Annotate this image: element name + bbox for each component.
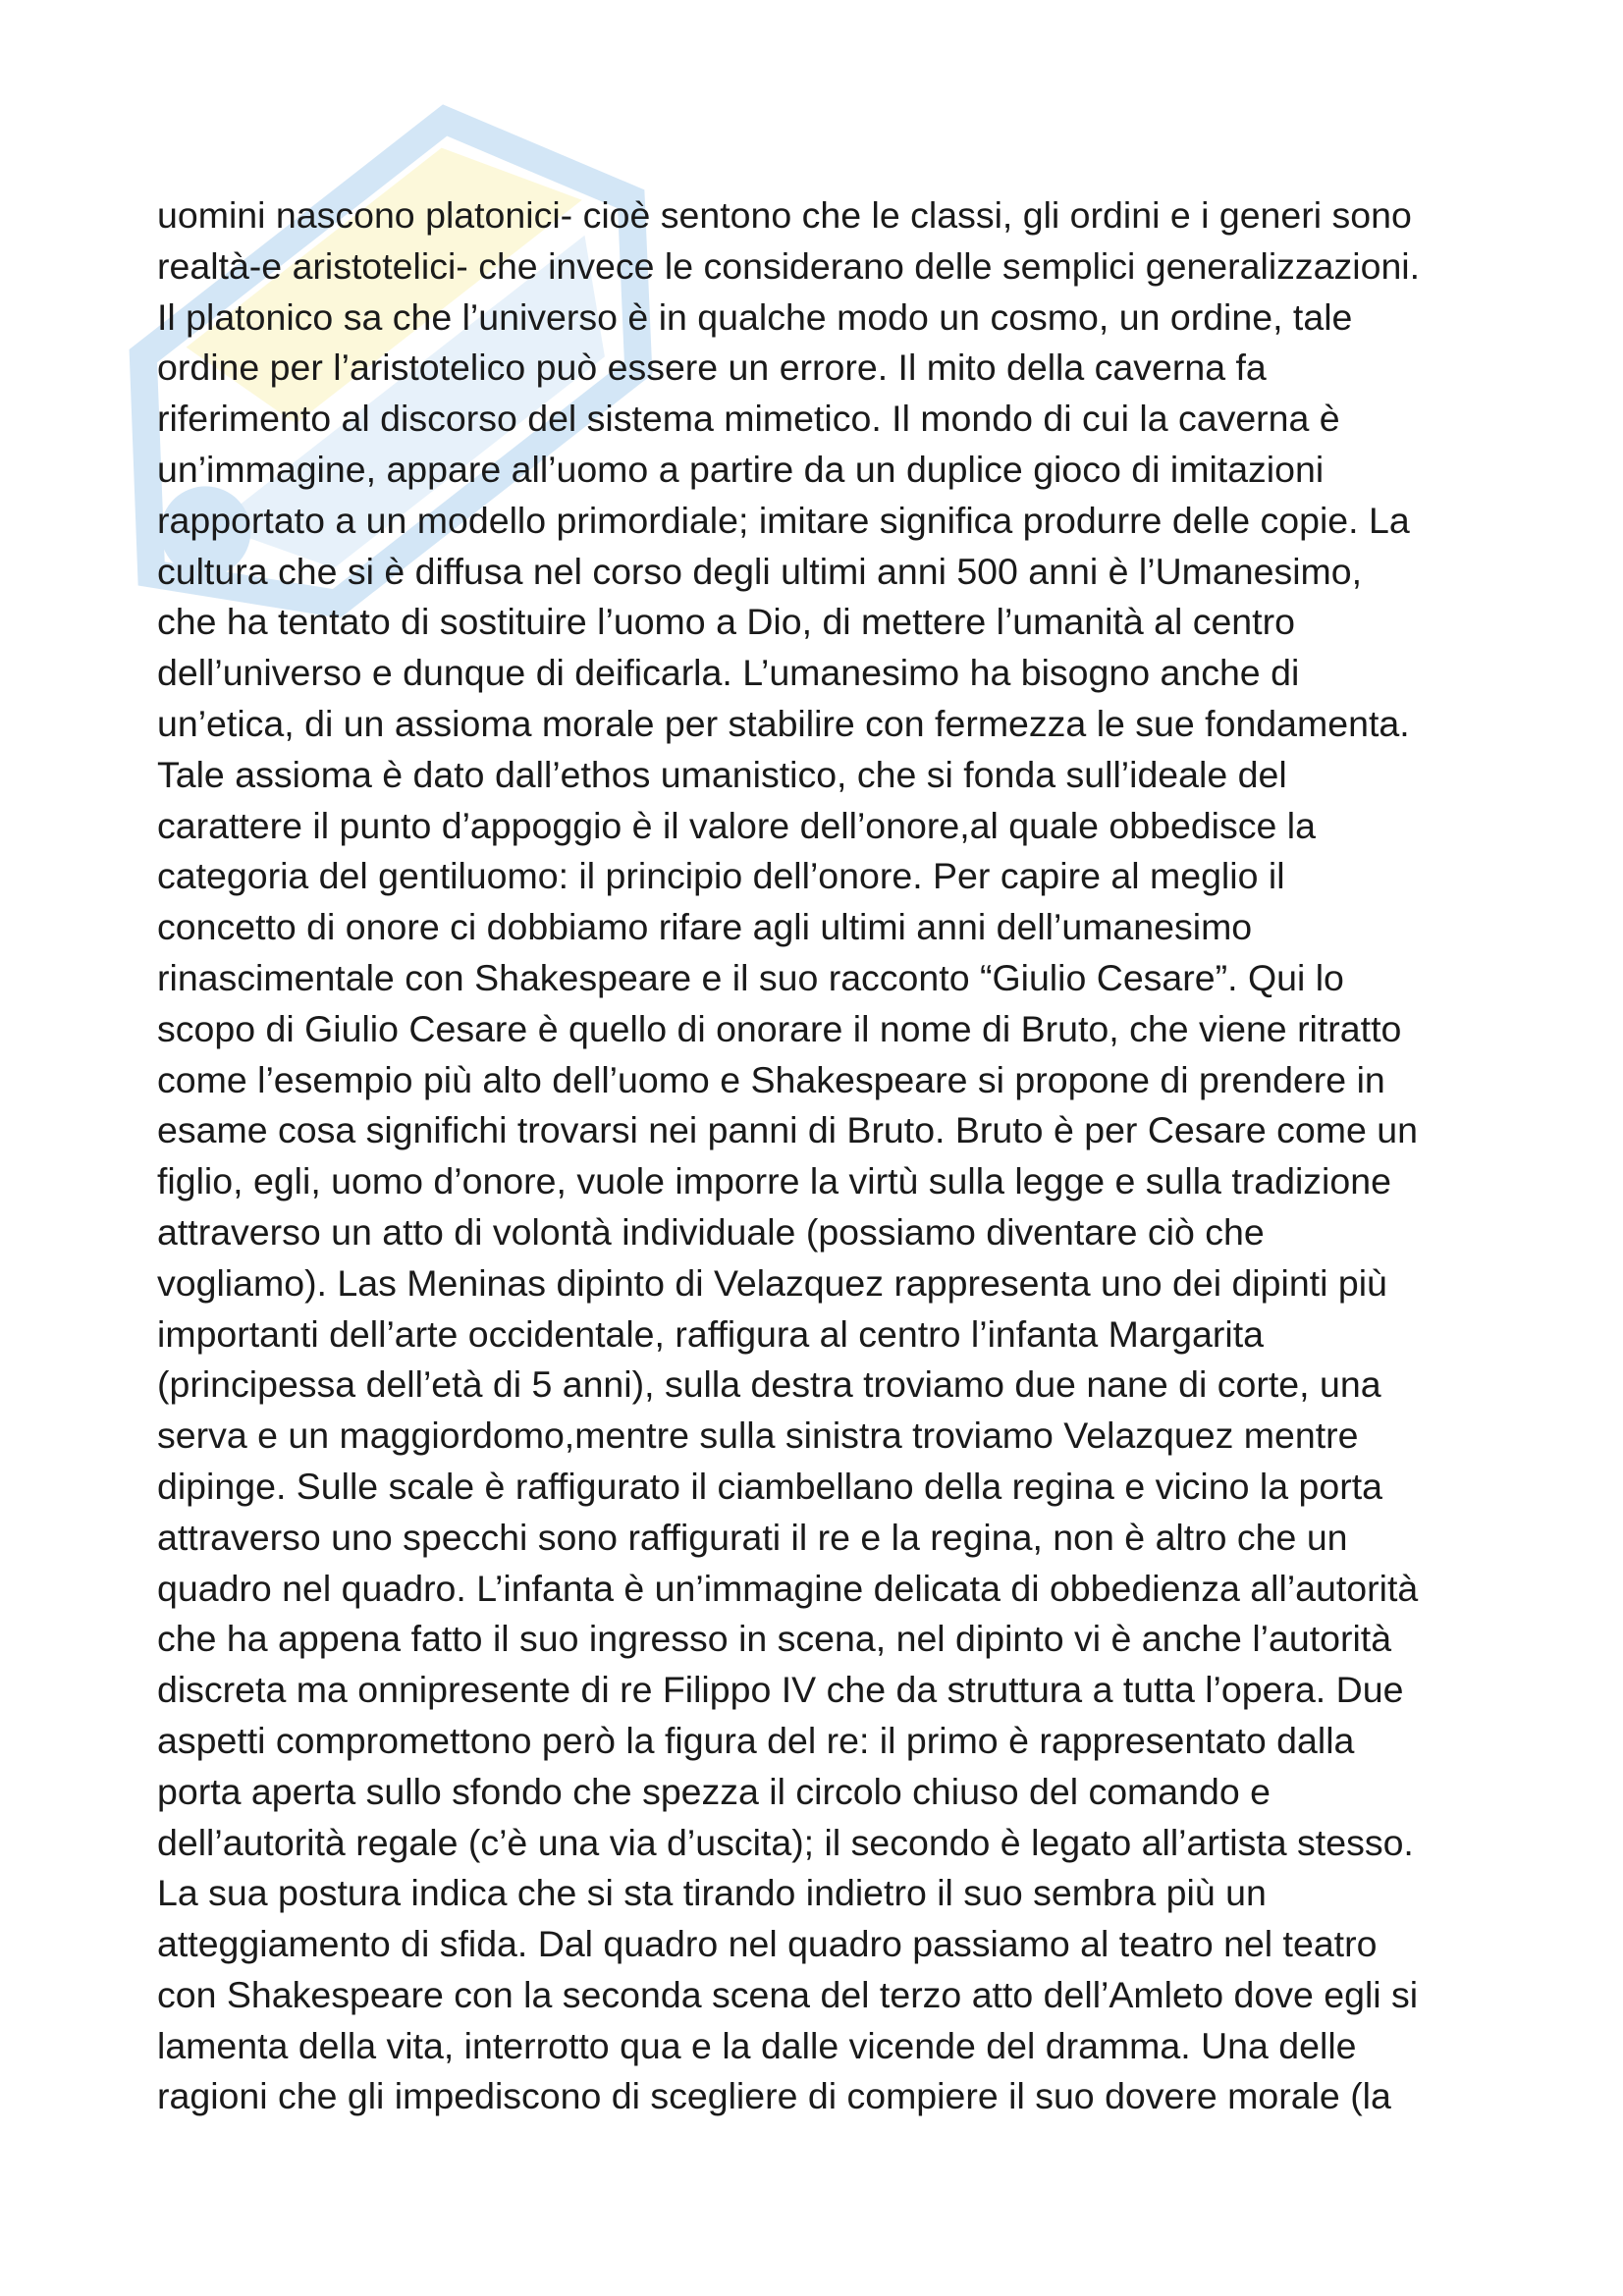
text-line: vogliamo). Las Meninas dipinto di Velazquez rappresenta uno dei dipinti più — [157, 1261, 1387, 1304]
text-line: attraverso uno specchi sono raffigurati il re e la regina, non è altro che un — [157, 1516, 1348, 1558]
text-line: che ha appena fatto il suo ingresso in scena, nel dipinto vi è anche l’autorità — [157, 1618, 1392, 1660]
text-line: riferimento al discorso del sistema mimetico. Il mondo di cui la caverna è — [157, 398, 1340, 440]
text-line: esame cosa significhi trovarsi nei panni di Bruto. Bruto è per Cesare come un — [157, 1109, 1418, 1151]
text-line: La sua postura indica che si sta tirando indietro il suo sembra più un — [157, 1872, 1267, 1914]
text-line: come l’esempio più alto dell’uomo e Shakespeare si propone di prendere in — [157, 1058, 1385, 1100]
body-text — [157, 190, 1492, 2122]
text-line: rinascimentale con Shakespeare e il suo racconto “Giulio Cesare”. Qui lo — [157, 956, 1344, 998]
text-line: Il platonico sa che l’universo è in qualche modo un cosmo, un ordine, tale — [157, 295, 1353, 338]
text-line: realtà-e aristotelici- che invece le considerano delle semplici generalizzazioni. — [157, 244, 1421, 287]
text-line: ragioni che gli impediscono di scegliere di compiere il suo dovere morale (la — [157, 2075, 1391, 2117]
text-line: quadro nel quadro. L’infanta è un’immagine delicata di obbedienza all’autorità — [157, 1567, 1419, 1609]
text-line: attraverso un atto di volontà individuale (possiamo diventare ciò che — [157, 1210, 1265, 1253]
text-line: figlio, egli, uomo d’onore, vuole imporre la virtù sulla legge e sulla tradizione — [157, 1160, 1391, 1202]
text-line: concetto di onore ci dobbiamo rifare agli ultimi anni dell’umanesimo — [157, 906, 1253, 948]
text-line: con Shakespeare con la seconda scena del terzo atto dell’Amleto dove egli si — [157, 1973, 1419, 2015]
text-line: scopo di Giulio Cesare è quello di onorare il nome di Bruto, che viene ritratto — [157, 1007, 1402, 1049]
text-line: Tale assioma è dato dall’ethos umanistico, che si fonda sull’ideale del — [157, 753, 1287, 795]
text-line: atteggiamento di sfida. Dal quadro nel quadro passiamo al teatro nel teatro — [157, 1923, 1378, 1965]
text-line: un’immagine, appare all’uomo a partire da un duplice gioco di imitazioni — [157, 448, 1325, 490]
text-line: che ha tentato di sostituire l’uomo a Dio, di mettere l’umanità al centro — [157, 601, 1295, 643]
text-line: porta aperta sullo sfondo che spezza il circolo chiuso del comando e — [157, 1770, 1271, 1812]
text-line: un’etica, di un assioma morale per stabilire con fermezza le sue fondamenta. — [157, 702, 1410, 744]
text-line: rapportato a un modello primordiale; imitare significa produrre delle copie. La — [157, 499, 1410, 541]
text-line: lamenta della vita, interrotto qua e la dalle vicende del dramma. Una delle — [157, 2024, 1357, 2066]
text-line: discreta ma onnipresente di re Filippo IV che da struttura a tutta l’opera. Due — [157, 1669, 1404, 1711]
text-line: (principessa dell’età di 5 anni), sulla destra troviamo due nane di corte, una — [157, 1363, 1381, 1406]
text-line: ordine per l’aristotelico può essere un errore. Il mito della caverna fa — [157, 347, 1267, 389]
text-line: uomini nascono platonici- cioè sentono che le classi, gli ordini e i generi sono — [157, 194, 1412, 236]
text-line: dell’universo e dunque di deificarla. L’umanesimo ha bisogno anche di — [157, 652, 1300, 694]
text-line: aspetti compromettono però la figura del re: il primo è rappresentato dalla — [157, 1719, 1355, 1761]
text-line: carattere il punto d’appoggio è il valore dell’onore,al quale obbedisce la — [157, 804, 1316, 846]
text-line: importanti dell’arte occidentale, raffigura al centro l’infanta Margarita — [157, 1312, 1264, 1355]
text-line: categoria del gentiluomo: il principio dell’onore. Per capire al meglio il — [157, 855, 1285, 897]
text-line: dell’autorità regale (c’è una via d’uscita); il secondo è legato all’artista stesso. — [157, 1821, 1414, 1863]
text-line: cultura che si è diffusa nel corso degli ultimi anni 500 anni è l’Umanesimo, — [157, 550, 1363, 592]
text-line: dipinge. Sulle scale è raffigurato il ciambellano della regina e vicino la porta — [157, 1465, 1382, 1507]
text-line: serva e un maggiordomo,mentre sulla sinistra troviamo Velazquez mentre — [157, 1415, 1359, 1457]
